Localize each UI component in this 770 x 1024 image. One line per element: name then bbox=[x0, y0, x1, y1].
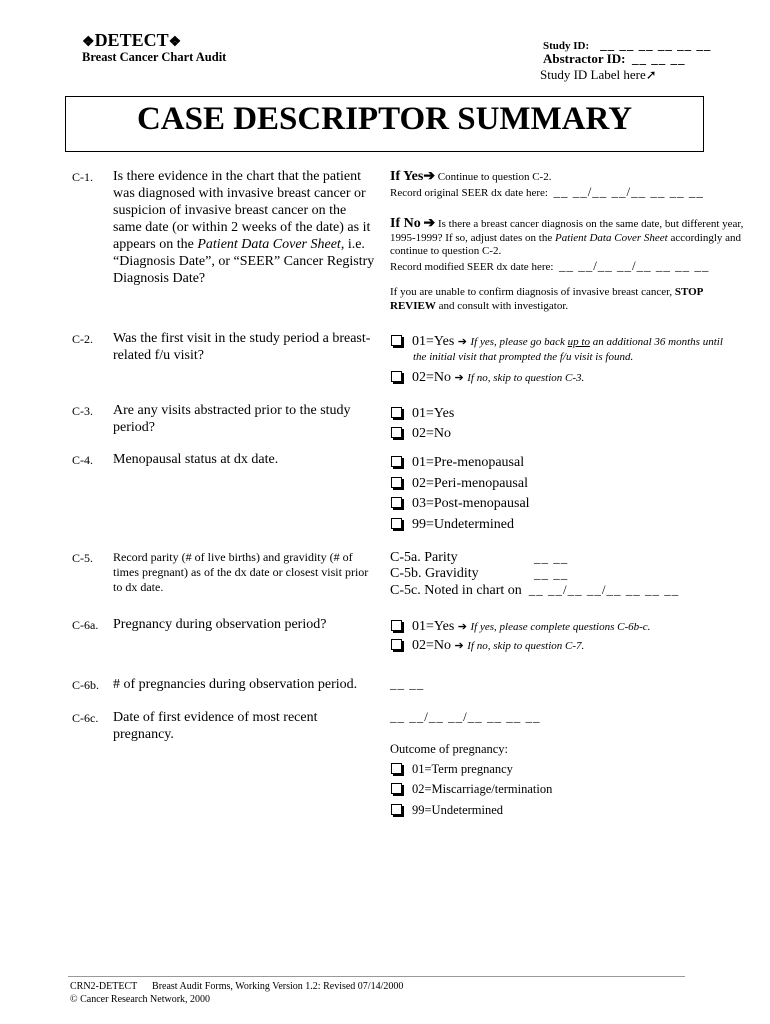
footer-divider bbox=[68, 976, 685, 977]
c1-if-yes: If Yes➔ Continue to question C-2. Record original SEER dx date here: __ __/__ __/__ __ __ __ bbox=[390, 169, 704, 199]
checkbox-icon[interactable] bbox=[391, 427, 402, 438]
outcome-option-term[interactable]: 01=Term pregnancy bbox=[390, 759, 513, 779]
c1-stop-note: If you are unable to confirm diagnosis of invasive breast cancer, STOP REVIEW and consult with investigator. bbox=[390, 286, 703, 312]
checkbox-icon[interactable] bbox=[391, 456, 402, 467]
outcome-option-undetermined[interactable]: 99=Undetermined bbox=[390, 800, 503, 820]
checkbox-icon[interactable] bbox=[391, 335, 402, 346]
seer-date-field[interactable]: __ __/__ __/__ __ __ __ bbox=[553, 183, 704, 199]
abstractor-id-field[interactable]: Abstractor ID: __ __ __ bbox=[543, 51, 686, 66]
checkbox-icon[interactable] bbox=[391, 783, 402, 794]
arrow-icon: ➔ bbox=[454, 372, 464, 384]
study-id-label-note: Study ID Label here➚ bbox=[540, 67, 657, 82]
noted-date-field[interactable]: __ __/__ __/__ __ __ __ bbox=[528, 582, 680, 597]
c4-option-undetermined[interactable]: 99=Undetermined bbox=[390, 515, 514, 535]
checkbox-icon[interactable] bbox=[391, 497, 402, 508]
c3-option-no[interactable]: 02=No bbox=[390, 424, 451, 444]
question-number: C-1. bbox=[72, 170, 93, 184]
c6a-option-no[interactable]: 02=No ➔ If no, skip to question C-7. bbox=[390, 636, 584, 656]
question-c1-text: Is there evidence in the chart that the patient was diagnosed with invasive breast cancer or suspicion of invasive breast cancer on the same date (or within 2 weeks of the date) as it appears on the Patient Data Cover Sheet, i.e. “Diagnosis Date”, or “SEER” Cancer Registry Diagnosis Date? bbox=[113, 169, 375, 286]
question-number: C-2. bbox=[72, 332, 93, 346]
form-subtitle: Breast Cancer Chart Audit bbox=[82, 50, 227, 64]
checkbox-icon[interactable] bbox=[391, 620, 402, 631]
question-c4-text: Menopausal status at dx date. bbox=[113, 452, 279, 467]
question-number: C-6c. bbox=[72, 711, 99, 725]
c4-option-post[interactable]: 03=Post-menopausal bbox=[390, 494, 530, 514]
question-c6a-text: Pregnancy during observation period? bbox=[113, 617, 327, 632]
form-title: ❖DETECT❖ bbox=[82, 30, 182, 50]
question-c2-text: Was the first visit in the study period a breast-related f/u visit? bbox=[113, 331, 371, 363]
question-c6b-text: # of pregnancies during observation period. bbox=[113, 677, 358, 692]
c6a-option-yes[interactable]: 01=Yes ➔ If yes, please complete questions C-6b-c. bbox=[390, 617, 650, 637]
checkbox-icon[interactable] bbox=[391, 518, 402, 529]
c5c-noted-date: C-5c. Noted in chart on __ __/__ __/__ __ __ __ bbox=[390, 582, 680, 598]
c4-option-peri[interactable]: 02=Peri-menopausal bbox=[390, 474, 528, 494]
pregnancy-count-field[interactable]: __ __ bbox=[390, 676, 425, 691]
checkbox-icon[interactable] bbox=[391, 371, 402, 382]
outcome-label: Outcome of pregnancy: bbox=[390, 742, 509, 756]
checkbox-icon[interactable] bbox=[391, 407, 402, 418]
study-id-field[interactable]: Study ID: __ __ __ __ __ __ bbox=[543, 37, 712, 52]
arrow-icon: ➔ bbox=[423, 216, 436, 231]
question-number: C-4. bbox=[72, 453, 93, 467]
outcome-option-miscarriage[interactable]: 02=Miscarriage/termination bbox=[390, 779, 552, 799]
c1-if-no: If No ➔ Is there a breast cancer diagnosis on the same date, but different year, 1995-1999? If so, adjust dates on the Patient Data Cover Sheet accordingly and continue to question C-2. Record modified SEER dx date here: __ __/__ __/__ __ __ __ bbox=[390, 216, 744, 273]
pregnancy-date-field[interactable]: __ __/__ __/__ __ __ __ bbox=[390, 709, 541, 724]
question-c6c-text: Date of first evidence of most recent pregnancy. bbox=[113, 710, 318, 742]
c5b-gravidity: C-5b. Gravidity bbox=[390, 566, 479, 581]
c4-option-pre[interactable]: 01=Pre-menopausal bbox=[390, 453, 524, 473]
arrow-icon: ➔ bbox=[454, 640, 464, 652]
question-number: C-3. bbox=[72, 404, 93, 418]
arrow-icon: ➚ bbox=[645, 67, 657, 82]
checkbox-icon[interactable] bbox=[391, 763, 402, 774]
modified-seer-date-field[interactable]: __ __/__ __/__ __ __ __ bbox=[558, 257, 710, 273]
page-title: CASE DESCRIPTOR SUMMARY bbox=[65, 96, 704, 152]
c5a-parity: C-5a. Parity bbox=[390, 550, 458, 565]
arrow-icon: ➔ bbox=[457, 336, 467, 348]
question-c3-text: Are any visits abstracted prior to the study period? bbox=[113, 403, 351, 435]
question-number: C-5. bbox=[72, 551, 93, 565]
arrow-icon: ➔ bbox=[457, 621, 467, 633]
c3-option-yes[interactable]: 01=Yes bbox=[390, 404, 454, 424]
checkbox-icon[interactable] bbox=[391, 477, 402, 488]
page-footer: CRN2-DETECT Breast Audit Forms, Working Version 1.2: Revised 07/14/2000 © Cancer Research Network, 2000 bbox=[70, 981, 404, 1005]
question-number: C-6b. bbox=[72, 678, 99, 692]
c2-option-yes[interactable]: 01=Yes ➔ If yes, please go back up to an additional 36 months until bbox=[390, 332, 723, 352]
parity-field[interactable]: __ __ bbox=[534, 550, 569, 565]
c2-yes-note: the initial visit that prompted the f/u visit is found. bbox=[413, 351, 634, 363]
question-number: C-6a. bbox=[72, 618, 99, 632]
checkbox-icon[interactable] bbox=[391, 804, 402, 815]
gravidity-field[interactable]: __ __ bbox=[534, 566, 569, 581]
checkbox-icon[interactable] bbox=[391, 639, 402, 650]
question-c5-text: Record parity (# of live births) and gravidity (# of times pregnant) as of the dx date or closest visit prior to dx date. bbox=[113, 550, 369, 594]
arrow-icon: ➔ bbox=[423, 169, 436, 184]
c2-option-no[interactable]: 02=No ➔ If no, skip to question C-3. bbox=[390, 368, 584, 388]
